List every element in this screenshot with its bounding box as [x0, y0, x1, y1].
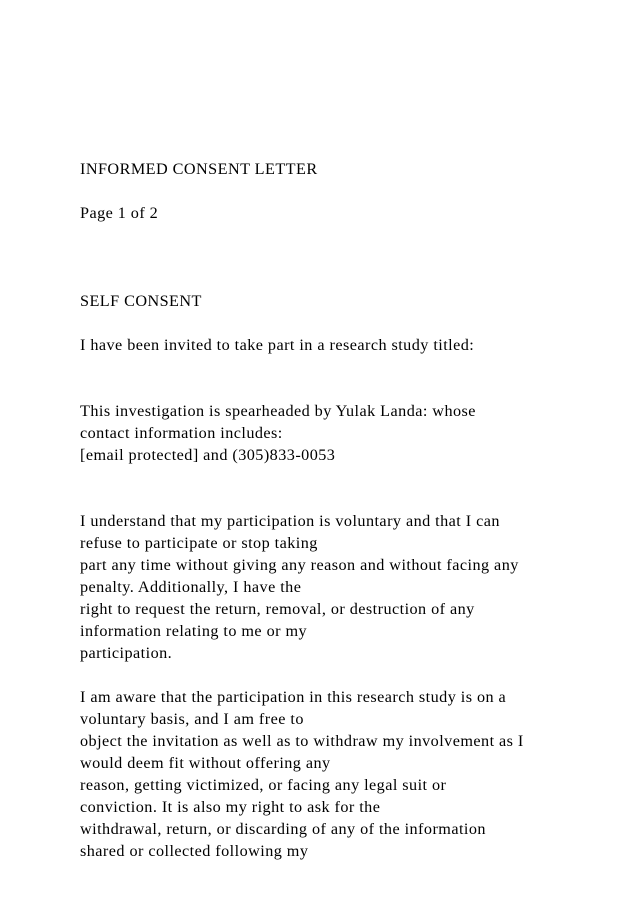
- spacer: [80, 246, 625, 268]
- spacer: [80, 224, 625, 246]
- invitation-line: I have been invited to take part in a research study titled:: [80, 336, 475, 354]
- spacer: [80, 378, 625, 400]
- paragraph-line: right to request the return, removal, or destruction of any: [80, 600, 475, 618]
- document-body: [80, 158, 625, 862]
- paragraph-line: participation.: [80, 644, 173, 662]
- paragraph-line: withdrawal, return, or discarding of any of the information: [80, 820, 486, 838]
- spacer: [80, 466, 625, 488]
- spacer: [80, 664, 625, 686]
- investigator-line: contact information includes:: [80, 424, 283, 442]
- paragraph-line: voluntary basis, and I am free to: [80, 710, 304, 728]
- investigator-line: This investigation is spearheaded by Yulak Landa: whose: [80, 402, 476, 420]
- paragraph-line: I am aware that the participation in this research study is on a: [80, 688, 507, 706]
- paragraph-line: conviction. It is also my right to ask for the: [80, 798, 381, 816]
- paragraph-line: shared or collected following my: [80, 842, 309, 860]
- paragraph-line: would deem fit without offering any: [80, 754, 331, 772]
- spacer: [80, 356, 625, 378]
- spacer: [80, 312, 625, 334]
- paragraph-line: object the invitation as well as to withdraw my involvement as I: [80, 732, 524, 750]
- spacer: [80, 268, 625, 290]
- spacer: [80, 180, 625, 202]
- spacer: [80, 488, 625, 510]
- investigator-contact: [email protected] and (305)833-0053: [80, 446, 336, 464]
- section-heading: SELF CONSENT: [80, 292, 202, 310]
- document-title: INFORMED CONSENT LETTER: [80, 160, 318, 178]
- page-indicator: Page 1 of 2: [80, 204, 159, 222]
- paragraph-line: reason, getting victimized, or facing any legal suit or: [80, 776, 447, 794]
- paragraph-line: refuse to participate or stop taking: [80, 534, 318, 552]
- paragraph-line: penalty. Additionally, I have the: [80, 578, 302, 596]
- paragraph-line: information relating to me or my: [80, 622, 308, 640]
- paragraph-line: part any time without giving any reason and without facing any: [80, 556, 519, 574]
- paragraph-line: I understand that my participation is voluntary and that I can: [80, 512, 500, 530]
